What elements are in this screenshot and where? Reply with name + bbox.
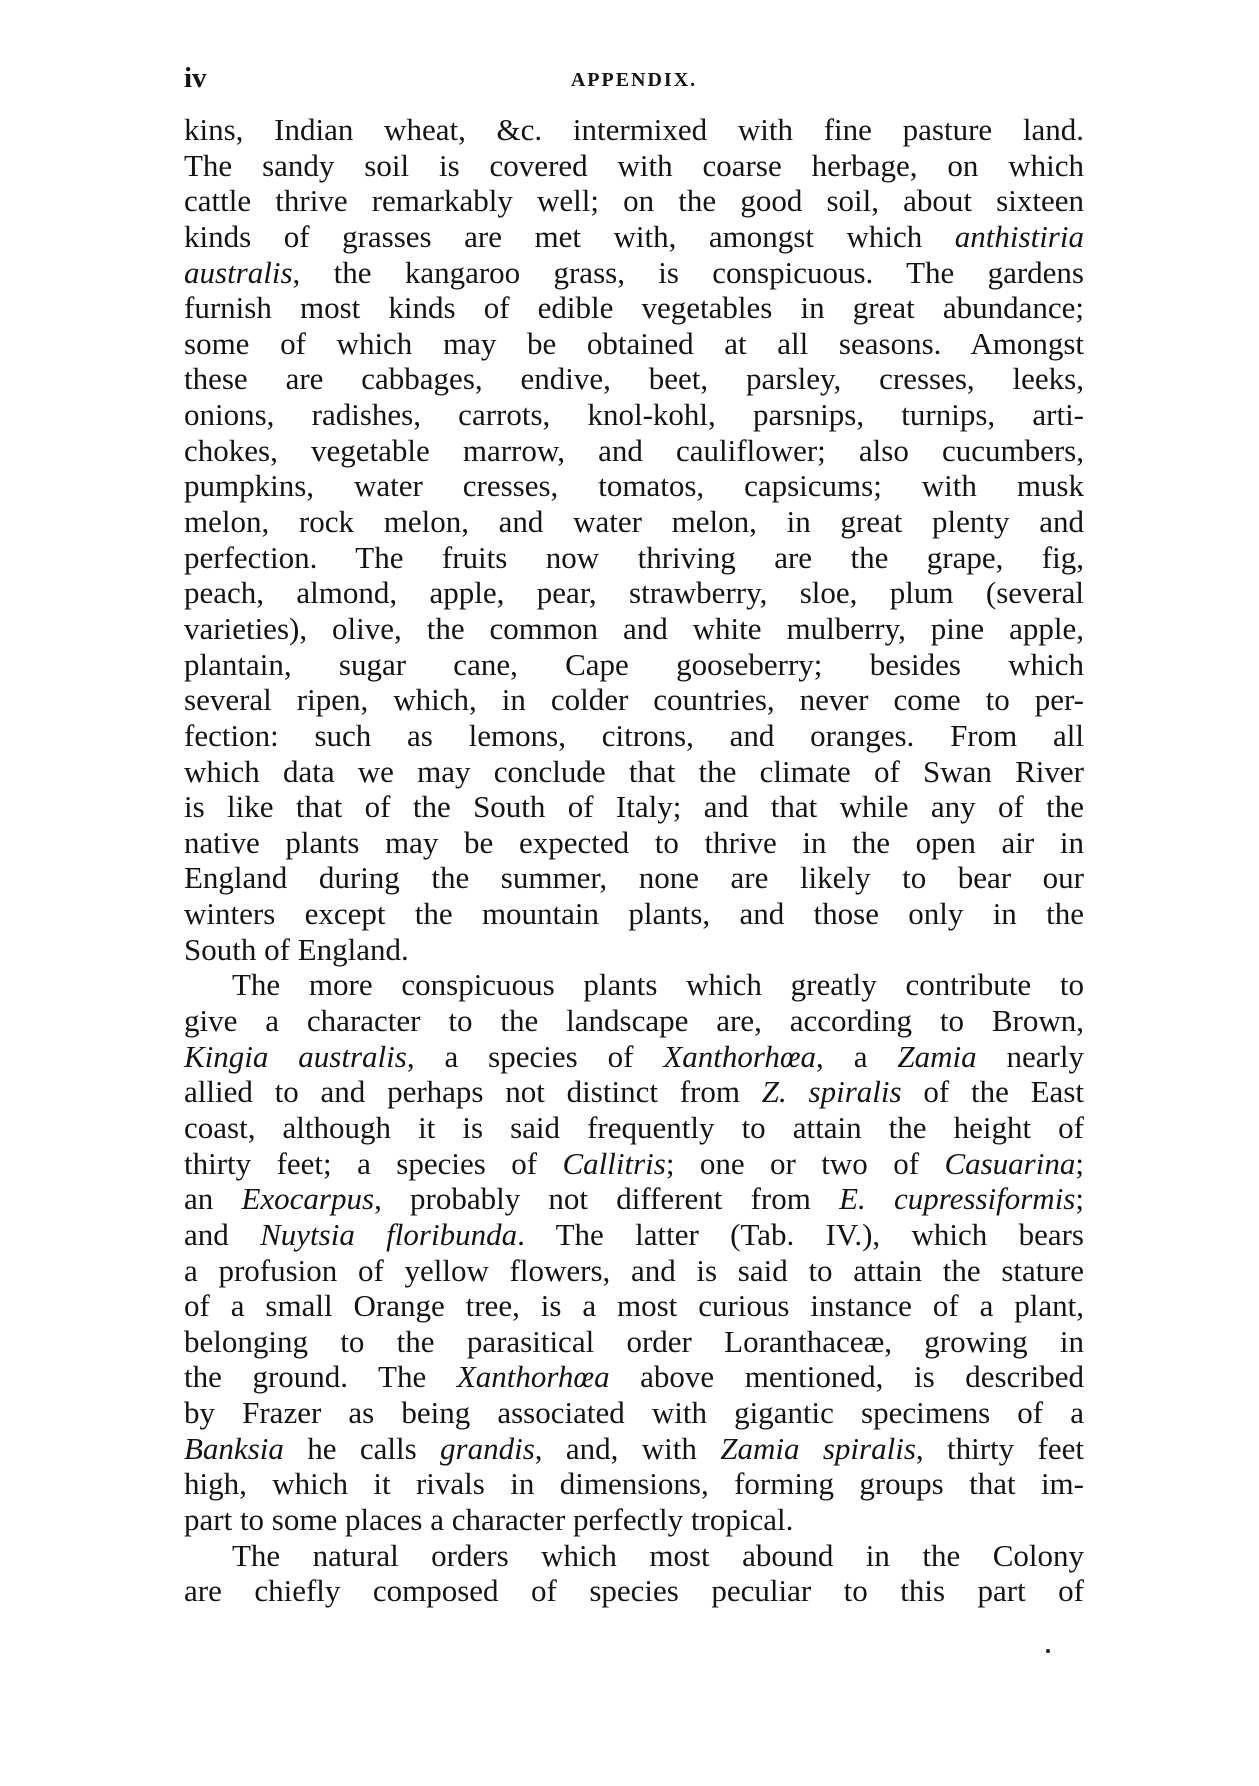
species-name: grandis: [440, 1430, 535, 1466]
text-line: winters except the mountain plants, and those only in the: [184, 896, 1084, 932]
text-line: thirty feet; a species of Callitris; one or two of Casuarina;: [184, 1145, 1084, 1181]
text-line: England during the summer, none are likely to bear our: [184, 860, 1084, 896]
text-line: The sandy soil is covered with coarse herbage, on which: [184, 147, 1084, 183]
text-line: australis, the kangaroo grass, is conspicuous. The gardens: [184, 254, 1084, 290]
species-name: Callitris: [562, 1145, 666, 1181]
text-line: onions, radishes, carrots, knol-kohl, parsnips, turnips, arti-: [184, 397, 1084, 433]
text-line: plantain, sugar cane, Cape gooseberry; besides which: [184, 646, 1084, 682]
species-name: Xanthorhœa: [663, 1038, 817, 1074]
text-line: pumpkins, water cresses, tomatos, capsicums; with musk: [184, 468, 1084, 504]
page-number: iv: [184, 62, 207, 94]
text-line: several ripen, which, in colder countries, never come to per-: [184, 682, 1084, 718]
text-line: kinds of grasses are met with, amongst which anthistiria: [184, 218, 1084, 254]
text-line: native plants may be expected to thrive in the open air in: [184, 824, 1084, 860]
species-name: Zamia spiralis: [720, 1430, 916, 1466]
text-line: give a character to the landscape are, according to Brown,: [184, 1003, 1084, 1039]
text-line: are chiefly composed of species peculiar to this part of: [184, 1573, 1084, 1609]
text-line: melon, rock melon, and water melon, in great plenty and: [184, 504, 1084, 540]
text-line: peach, almond, apple, pear, strawberry, sloe, plum (several: [184, 575, 1084, 611]
print-speck: [1046, 1649, 1050, 1653]
text-line: kins, Indian wheat, &c. intermixed with fine pasture land.: [184, 112, 1084, 147]
text-line: and Nuytsia floribunda. The latter (Tab. IV.), which bears: [184, 1216, 1084, 1252]
body-text: [184, 112, 1084, 1609]
text-line: The more conspicuous plants which greatly contribute to: [232, 967, 1084, 1003]
text-line: by Frazer as being associated with gigantic specimens of a: [184, 1395, 1084, 1431]
text-line: the ground. The Xanthorhœa above mentioned, is described: [184, 1359, 1084, 1395]
text-line: coast, although it is said frequently to attain the height of: [184, 1109, 1084, 1145]
species-name: Z. spiralis: [761, 1074, 902, 1110]
text-line: high, which it rivals in dimensions, forming groups that im-: [184, 1466, 1084, 1502]
species-name: Casuarina: [944, 1145, 1076, 1181]
species-name: Nuytsia floribunda: [260, 1216, 518, 1252]
text-line: some of which may be obtained at all seasons. Amongst: [184, 325, 1084, 361]
text-line: chokes, vegetable marrow, and cauliflower; also cucumbers,: [184, 432, 1084, 468]
species-name: Xanthorhœa: [456, 1359, 610, 1395]
text-line: allied to and perhaps not distinct from Z. spiralis of the East: [184, 1074, 1084, 1110]
text-line: which data we may conclude that the climate of Swan River: [184, 753, 1084, 789]
text-line: cattle thrive remarkably well; on the good soil, about sixteen: [184, 183, 1084, 219]
text-line: varieties), olive, the common and white mulberry, pine apple,: [184, 610, 1084, 646]
text-line: The natural orders which most abound in the Colony: [232, 1537, 1084, 1573]
text-line: fection: such as lemons, citrons, and oranges. From all: [184, 717, 1084, 753]
species-name: Banksia: [184, 1430, 284, 1466]
text-line: belonging to the parasitical order Loranthaceæ, growing in: [184, 1323, 1084, 1359]
species-name: E. cupressiformis: [839, 1181, 1076, 1217]
species-name: Exocarpus: [241, 1181, 375, 1217]
text-line: is like that of the South of Italy; and that while any of the: [184, 789, 1084, 825]
text-line: Kingia australis, a species of Xanthorhœa, a Zamia nearly: [184, 1038, 1084, 1074]
text-line: perfection. The fruits now thriving are the grape, fig,: [184, 539, 1084, 575]
page-header: [184, 60, 1084, 100]
text-line: part to some places a character perfectly tropical.: [184, 1501, 794, 1537]
text-line: a profusion of yellow flowers, and is said to attain the stature: [184, 1252, 1084, 1288]
text-line: these are cabbages, endive, beet, parsley, cresses, leeks,: [184, 361, 1084, 397]
species-name: australis: [184, 254, 293, 290]
text-line: Banksia he calls grandis, and, with Zamia spiralis, thirty feet: [184, 1430, 1084, 1466]
species-name: Zamia: [897, 1038, 977, 1074]
text-line: an Exocarpus, probably not different from E. cupressiformis;: [184, 1181, 1084, 1217]
text-line: of a small Orange tree, is a most curious instance of a plant,: [184, 1288, 1084, 1324]
running-head: APPENDIX.: [570, 69, 698, 91]
text-line: South of England.: [184, 931, 409, 967]
text-line: furnish most kinds of edible vegetables in great abundance;: [184, 290, 1084, 326]
species-name: Kingia australis: [184, 1038, 407, 1074]
species-name: anthistiria: [954, 218, 1084, 254]
